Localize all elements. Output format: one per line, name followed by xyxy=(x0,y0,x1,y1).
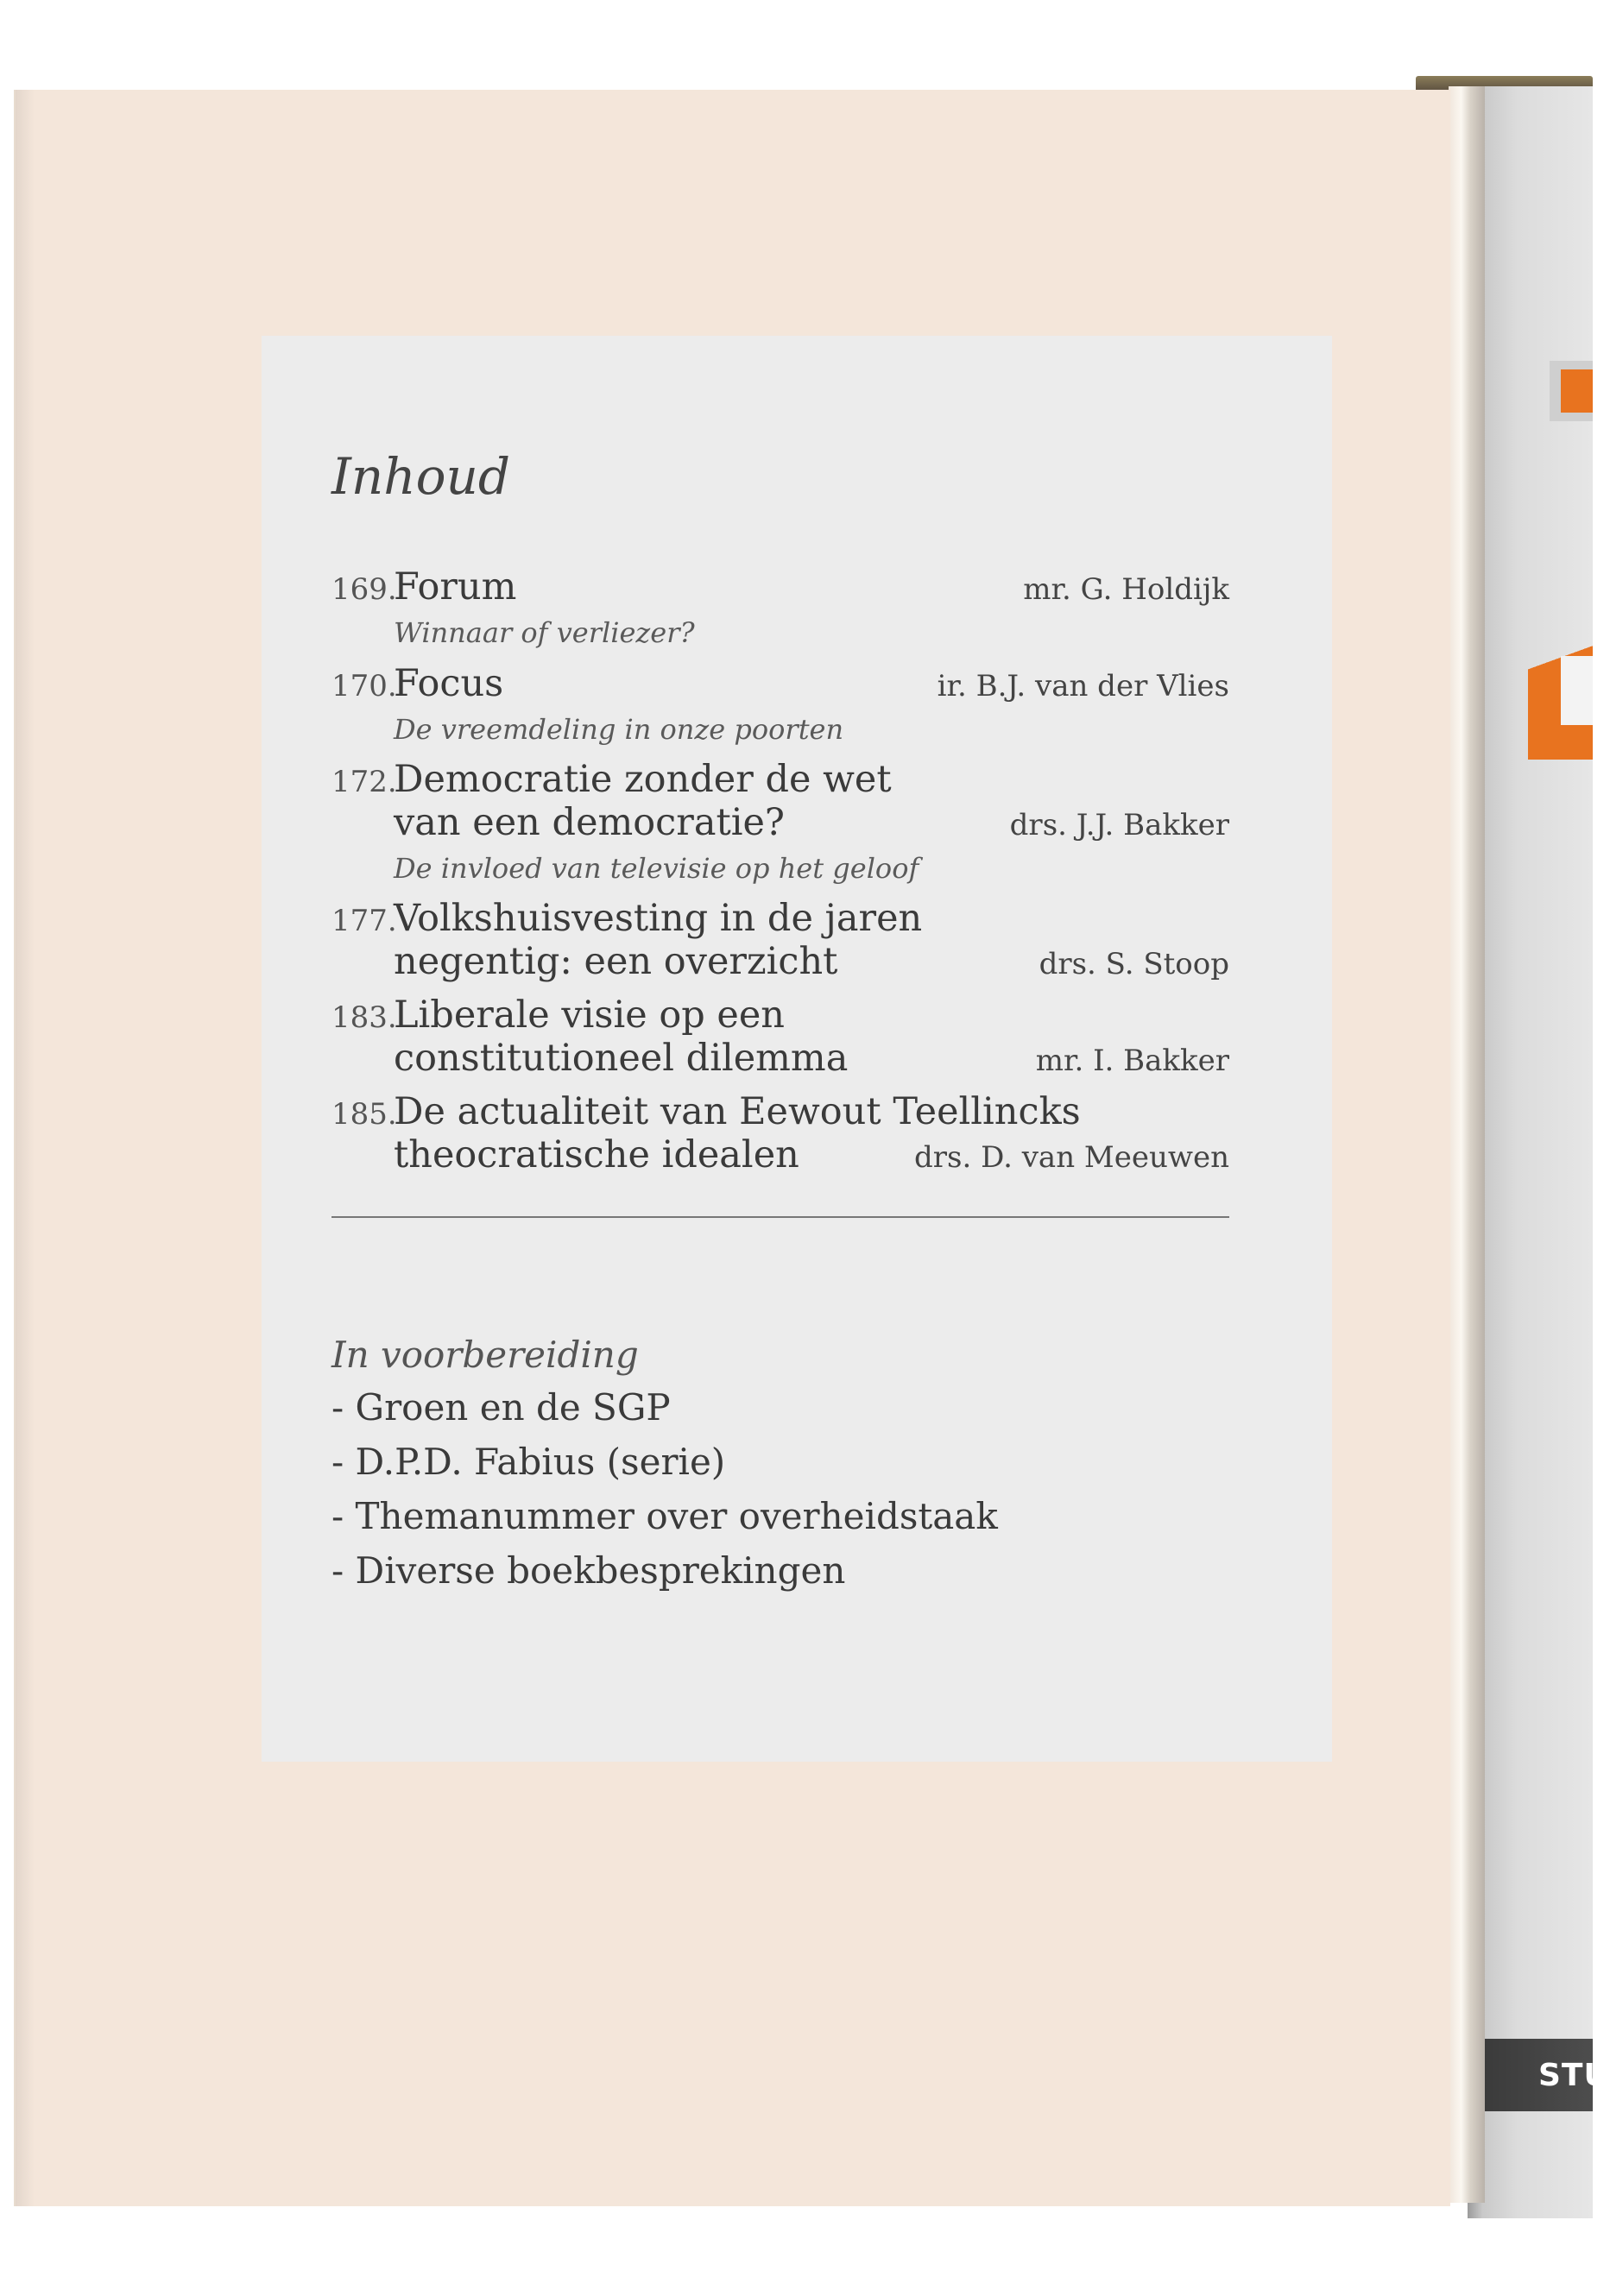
preparation-heading: In voorbereiding xyxy=(331,1334,639,1376)
toc-entry-number: 172. xyxy=(331,765,397,799)
toc-entry-subtitle: De vreemdeling in onze poorten xyxy=(394,713,844,746)
toc-entry-subtitle: Winnaar of verliezer? xyxy=(394,616,695,649)
toc-entry-title-line-2: theocratische idealen xyxy=(394,1133,799,1176)
toc-entry-author: mr. G. Holdijk xyxy=(1023,572,1229,607)
toc-entry-author: mr. I. Bakker xyxy=(1035,1044,1229,1078)
toc-entry-number: 177. xyxy=(331,904,397,938)
toc-entry-number: 169. xyxy=(331,572,397,607)
preparation-item: - D.P.D. Fabius (serie) xyxy=(331,1441,726,1483)
cover-band-text: STU xyxy=(1538,2058,1610,2093)
preparation-item: - Themanummer over overheidstaak xyxy=(331,1495,998,1537)
preparation-item: - Diverse boekbesprekingen xyxy=(331,1549,846,1592)
toc-entry-title-line-2: van een democratie? xyxy=(394,801,785,844)
cover-logo-wedge-cutout xyxy=(1561,656,1593,725)
contents-divider xyxy=(331,1216,1229,1218)
page-left-edge xyxy=(16,90,35,2206)
toc-entry-author: ir. B.J. van der Vlies xyxy=(937,669,1229,703)
toc-entry-subtitle: De invloed van televisie op het geloof xyxy=(394,852,919,885)
toc-entry-author: drs. D. van Meeuwen xyxy=(913,1140,1229,1175)
cover-logo-square xyxy=(1561,369,1593,413)
toc-entry-author: drs. S. Stoop xyxy=(1039,947,1229,981)
toc-entry-title: Forum xyxy=(394,565,517,609)
toc-entry-title-line-1: De actualiteit van Eewout Teellincks xyxy=(394,1090,1081,1133)
toc-entry-number: 183. xyxy=(331,1000,397,1035)
toc-entry-title-line-2: constitutioneel dilemma xyxy=(394,1037,849,1080)
toc-entry-title-line-2: negentig: een overzicht xyxy=(394,940,838,983)
preparation-item: - Groen en de SGP xyxy=(331,1386,671,1429)
toc-entry-title-line-1: Liberale visie op een xyxy=(394,993,785,1037)
toc-entry-author: drs. J.J. Bakker xyxy=(1009,808,1229,842)
toc-entry-number: 185. xyxy=(331,1097,397,1132)
page-edge xyxy=(1449,86,1485,2203)
toc-entry-title-line-1: Democratie zonder de wet xyxy=(394,758,892,801)
toc-entry-title: Focus xyxy=(394,662,504,705)
toc-entry-number: 170. xyxy=(331,669,397,703)
contents-heading: Inhoud xyxy=(331,447,511,506)
toc-entry-title-line-1: Volkshuisvesting in de jaren xyxy=(394,897,923,940)
